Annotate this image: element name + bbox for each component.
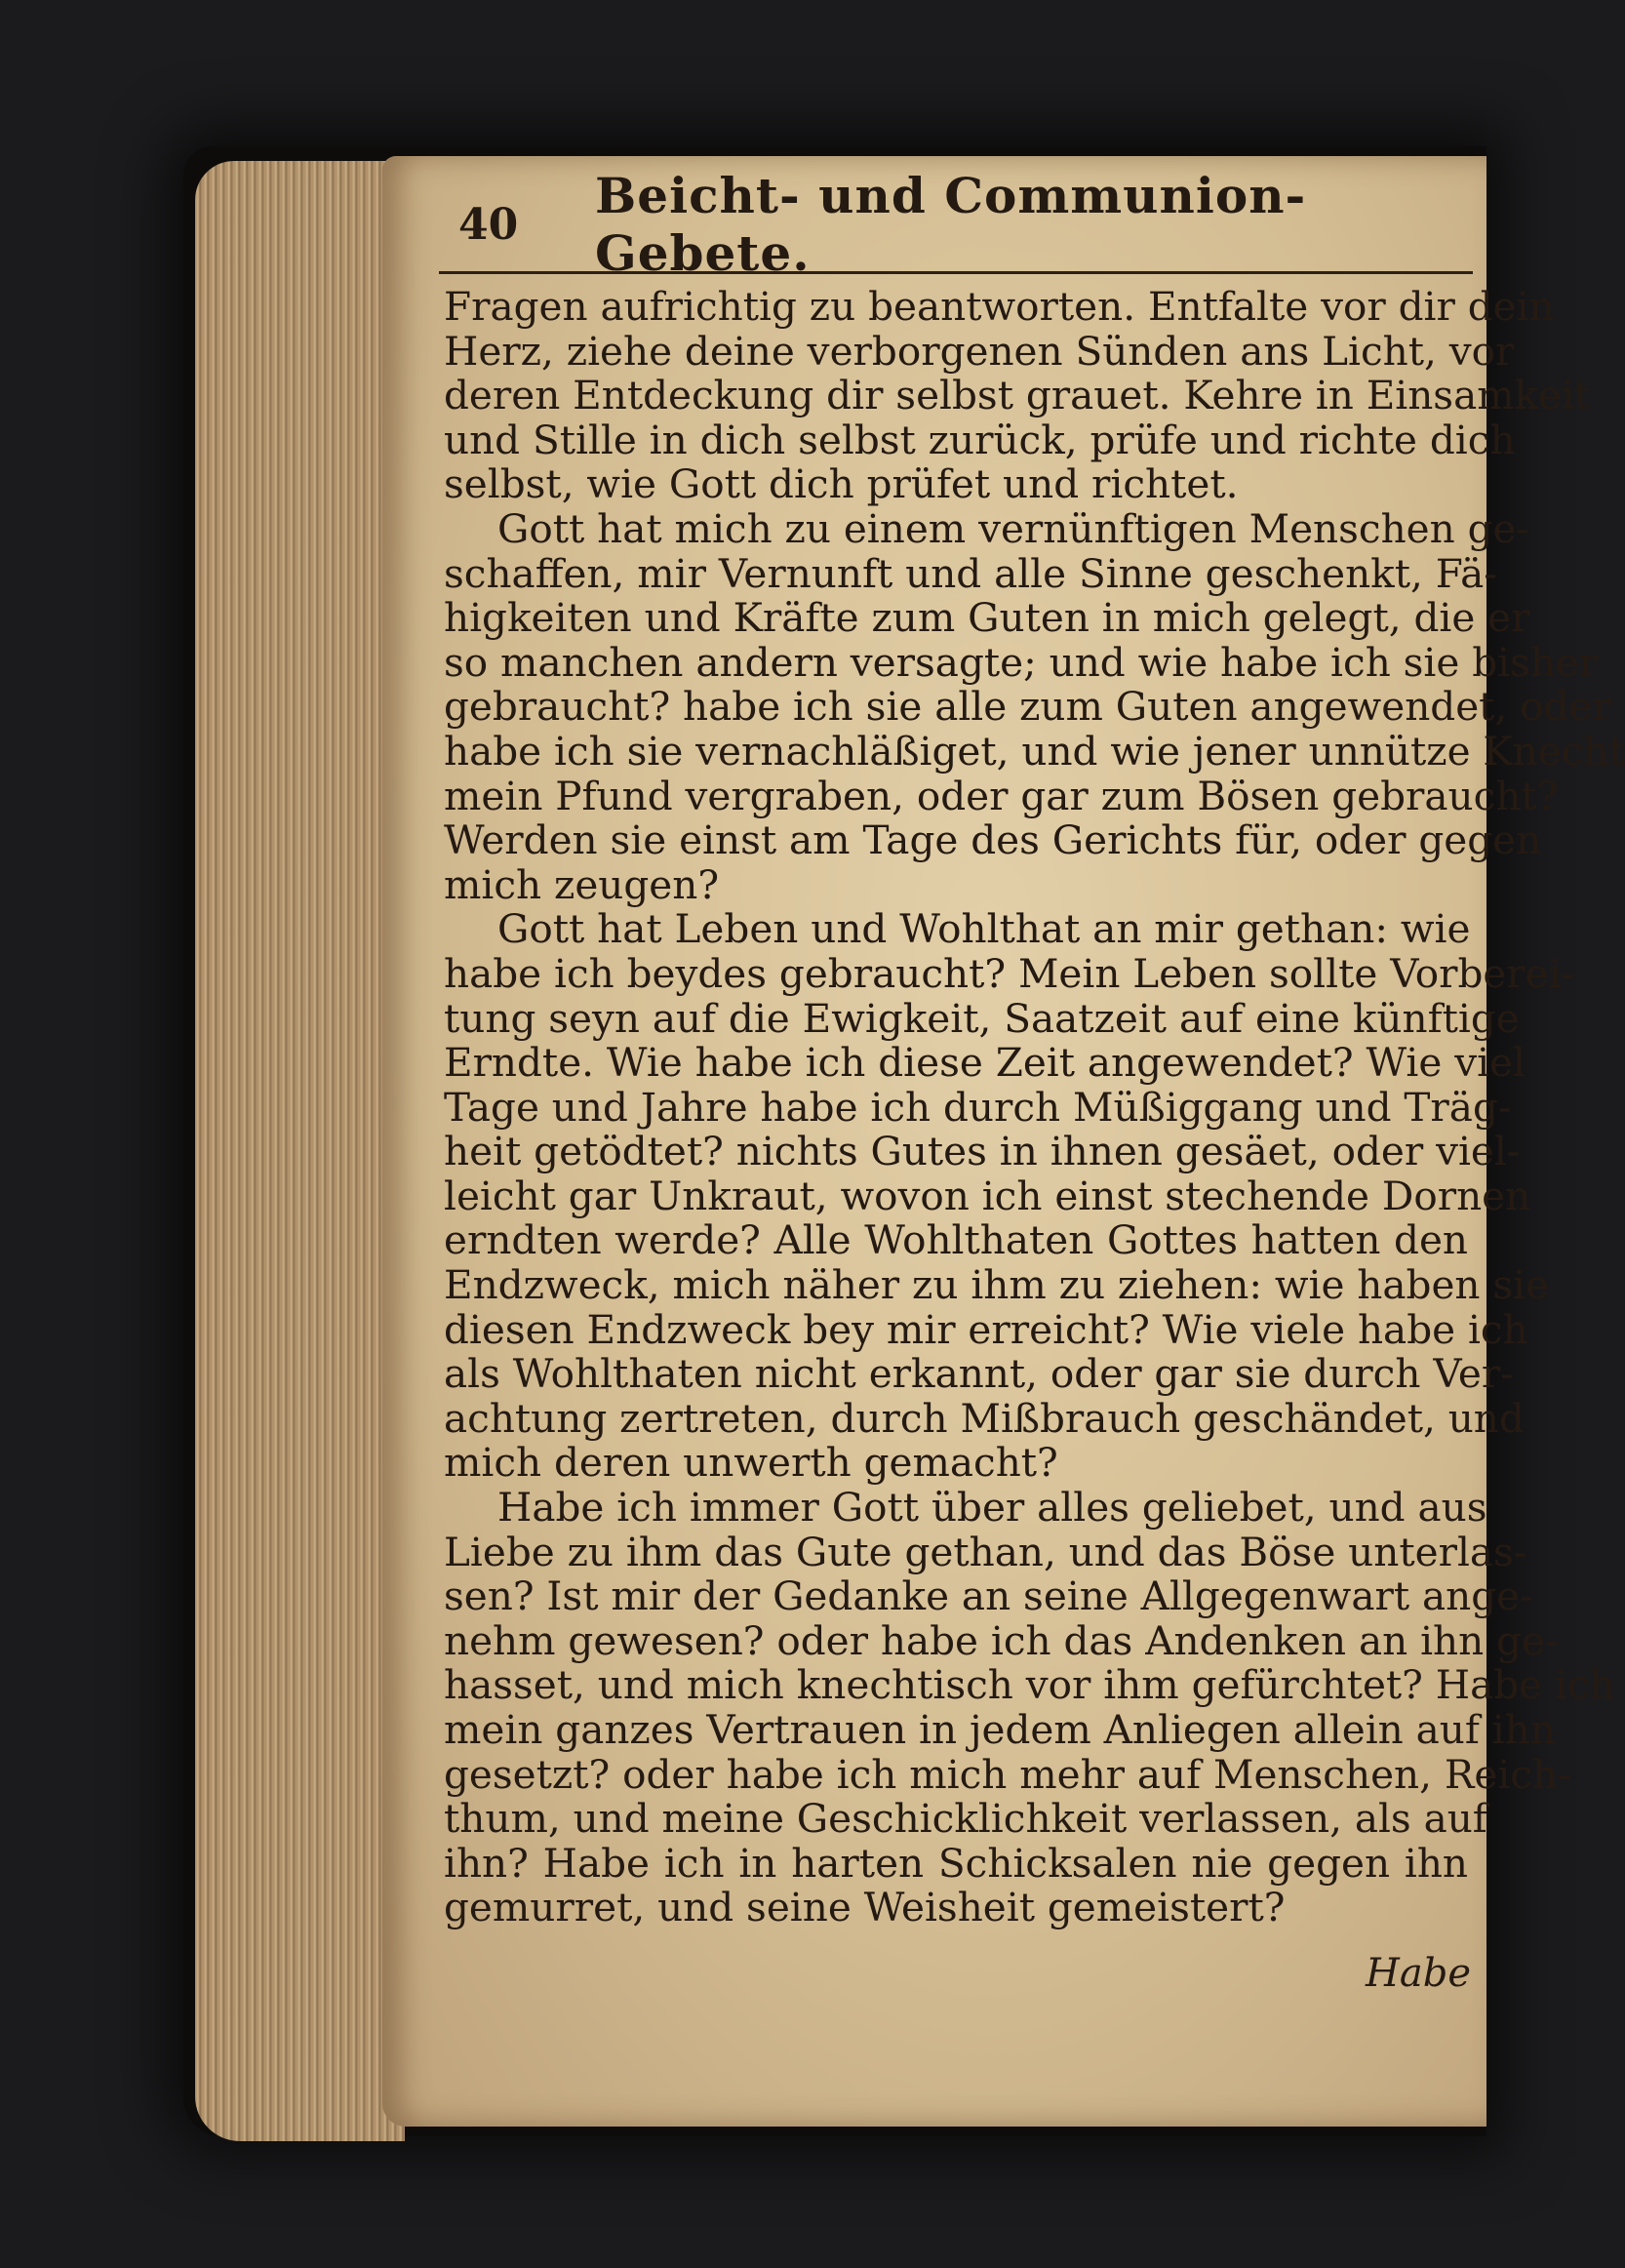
text-line: gebraucht? habe ich sie alle zum Guten angewendet, oder [444,683,1611,731]
text-line: tung seyn auf die Ewigkeit, Saatzeit auf eine künftige [444,994,1520,1042]
text-line: thum, und meine Geschicklichkeit verlassen, als auf [444,1795,1487,1843]
text-line: selbst, wie Gott dich prüfet und richtet. [444,460,1239,508]
text-line: gemurret, und seine Weisheit gemeistert? [444,1884,1286,1931]
text-line: Gott hat mich zu einem vernünftigen Menschen ge- [497,504,1530,552]
text-line: achtung zertreten, durch Mißbrauch geschändet, und [444,1394,1525,1442]
text-line: so manchen andern versagte; und wie habe ich sie bisher [444,638,1599,686]
text-line: hasset, und mich knechtisch vor ihm gefürchtet? Habe ich [444,1661,1615,1709]
text-line: mich zeugen? [444,860,720,908]
header-rule [439,271,1473,274]
page-header [458,167,1463,282]
body-text [444,283,1625,1931]
text-line: habe ich beydes gebraucht? Mein Leben sollte Vorberei- [444,949,1575,997]
text-line: Habe ich immer Gott über alles geliebet, und aus [497,1484,1487,1532]
text-line: schaffen, mir Vernunft und alle Sinne geschenkt, Fä- [444,549,1497,597]
text-line: Liebe zu ihm das Gute gethan, und das Böse unterlas- [444,1528,1527,1575]
text-line: deren Entdeckung dir selbst grauet. Kehre in Einsamkeit [444,372,1591,419]
text-line: Herz, ziehe deine verborgenen Sünden ans Licht, vor [444,327,1515,375]
text-line: mich deren unwerth gemacht? [444,1439,1058,1487]
text-line: mein Pfund vergraben, oder gar zum Bösen gebraucht? [444,772,1559,819]
text-line: diesen Endzweck bey mir erreicht? Wie viele habe ich [444,1305,1528,1353]
running-title: Beicht- und Communion-Gebete. [595,167,1307,282]
text-line: mein ganzes Vertrauen in jedem Anliegen allein auf ihn [444,1706,1556,1753]
text-line: Werden sie einst am Tage des Gerichts für, oder gegen [444,816,1542,864]
text-line: Tage und Jahre habe ich durch Müßiggang und Träg- [444,1083,1512,1131]
page-number: 40 [458,199,519,250]
page-edges [195,161,405,2141]
text-line: leicht gar Unkraut, wovon ich einst stechende Dornen [444,1172,1531,1219]
text-line: Endzweck, mich näher zu ihm zu ziehen: wie haben sie [444,1261,1550,1309]
text-line: gesetzt? oder habe ich mich mehr auf Menschen, Reich- [444,1750,1571,1798]
catchword: Habe [1366,1951,1472,1996]
text-line: als Wohlthaten nicht erkannt, oder gar sie durch Ver- [444,1350,1514,1398]
text-line: Fragen aufrichtig zu beantworten. Entfalte vor dir dein [444,283,1555,330]
text-line: Gott hat Leben und Wohlthat an mir gethan: wie [497,905,1471,953]
text-line: heit getödtet? nichts Gutes in ihnen gesäet, oder viel- [444,1128,1521,1175]
text-line: habe ich sie vernachläßiget, und wie jener unnütze Knecht [444,727,1625,775]
text-line: und Stille in dich selbst zurück, prüfe und richte dich [444,416,1516,463]
text-line: Erndte. Wie habe ich diese Zeit angewendet? Wie viel [444,1039,1526,1087]
text-line: erndten werde? Alle Wohlthaten Gottes hatten den [444,1216,1468,1264]
text-line: higkeiten und Kräfte zum Guten in mich gelegt, die er [444,594,1530,642]
text-line: ihn? Habe ich in harten Schicksalen nie gegen ihn [444,1839,1468,1887]
text-line: sen? Ist mir der Gedanke an seine Allgegenwart ange- [444,1572,1533,1620]
text-line: nehm gewesen? oder habe ich das Andenken an ihn ge- [444,1616,1559,1664]
